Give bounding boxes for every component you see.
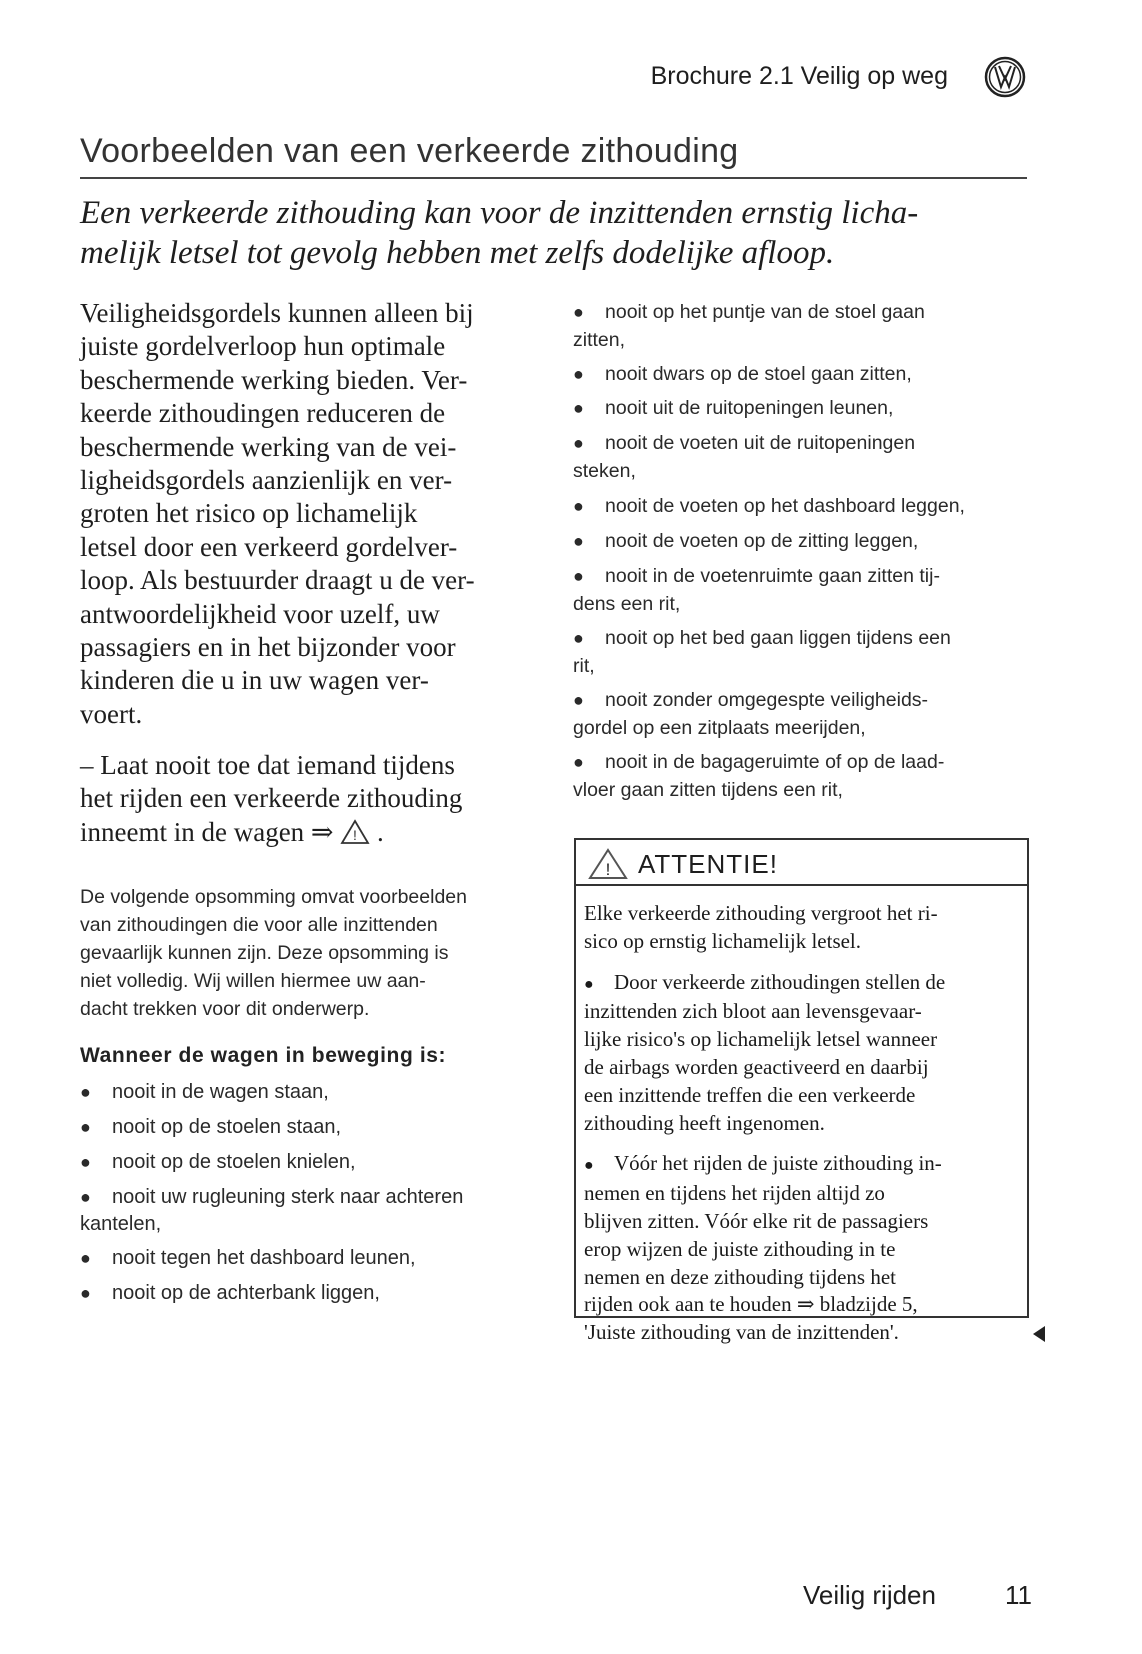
intro-line: keerde zithoudingen reduceren de	[80, 398, 446, 429]
list-item-line	[573, 298, 925, 326]
bullet-icon: ●	[573, 496, 584, 516]
list-item	[573, 748, 944, 804]
intro-paragraph	[80, 297, 475, 731]
instruction-text: inneemt in de wagen ⇒	[80, 816, 334, 847]
list-item	[573, 429, 915, 485]
attention-bullet-text: rijden ook aan te houden ⇒ bladzijde 5,	[584, 1292, 918, 1317]
intro-line: Veiligheidsgordels kunnen alleen bij	[80, 298, 474, 328]
attention-bullet-text: een inzittende treffen die een verkeerde	[584, 1082, 916, 1107]
list-item	[573, 298, 925, 354]
bullet-icon: ●	[80, 1117, 91, 1137]
bullet-icon: ●	[584, 1157, 594, 1175]
attention-bullet-text: blijven zitten. Vóór elke rit de passagiers	[584, 1208, 929, 1233]
list-item	[80, 1149, 356, 1176]
attention-bullet-text: erop wijzen de juiste zithouding in te	[584, 1236, 896, 1261]
list-item	[80, 1245, 416, 1272]
small-line: niet volledig. Wij willen hiermee uw aan-	[80, 970, 426, 992]
list-item-line	[80, 1149, 356, 1176]
instruction-line: – Laat nooit toe dat iemand tijdens	[80, 750, 455, 780]
attention-bullet-text: zithouding heeft ingenomen.	[584, 1110, 825, 1135]
list-item-line	[573, 492, 965, 520]
list-item	[573, 562, 940, 618]
attention-bullet-text: lijke risico's op lichamelijk letsel wanneer	[584, 1027, 938, 1052]
attention-bullet-line	[584, 1054, 945, 1082]
list-heading: Wanneer de wagen in beweging is:	[80, 1044, 447, 1067]
intro-line: beschermende werking bieden. Ver-	[80, 364, 468, 395]
list-item-line	[573, 562, 940, 590]
list-item-line	[573, 527, 918, 555]
list-item-line	[573, 394, 893, 422]
list-item-line	[80, 1114, 341, 1141]
bullet-icon: ●	[573, 364, 584, 384]
intro-line: juiste gordelverloop hun optimale	[80, 331, 446, 362]
attention-intro-line: Elke verkeerde zithouding vergroot het ri-	[584, 901, 938, 925]
attention-bullet-text: de airbags worden geactiveerd en daarbij	[584, 1054, 929, 1079]
attention-bullet-line	[584, 1082, 945, 1110]
bullet-icon: ●	[573, 302, 584, 322]
attention-bullet-line	[584, 1110, 945, 1138]
footer-section-title: Veilig rijden	[803, 1580, 936, 1610]
bullet-icon: ●	[573, 398, 584, 418]
attention-bullet-line	[584, 1208, 945, 1236]
list-item-text: nooit dwars op de stoel gaan zitten,	[605, 363, 912, 385]
small-line: De volgende opsomming omvat voorbeelden	[80, 886, 467, 908]
bullet-icon: ●	[573, 566, 584, 586]
bullet-icon: ●	[573, 628, 584, 648]
bullet-icon: ●	[573, 752, 584, 772]
bullet-icon: ●	[80, 1248, 91, 1268]
attention-bullet-line	[584, 1026, 945, 1054]
list-item-line	[573, 652, 951, 680]
intro-line: antwoordelijkheid voor uzelf, uw	[80, 598, 440, 629]
list-item-line	[573, 326, 925, 354]
list-item	[80, 1280, 380, 1307]
attention-header	[576, 840, 1027, 886]
svg-text:!: !	[353, 826, 358, 843]
list-item-text: nooit de voeten op de zitting leggen,	[605, 530, 919, 552]
list-item-text: dens een rit,	[573, 593, 681, 615]
intro-line: kinderen die u in uw wagen ver-	[80, 665, 429, 696]
svg-text:!: !	[605, 860, 611, 879]
lead-line: melijk letsel tot gevolg hebben met zelfs dodelijke afloop.	[80, 235, 835, 271]
list-item-text: rit,	[573, 655, 595, 677]
running-header: Brochure 2.1 Veilig op weg	[650, 62, 948, 90]
list-item-line	[573, 457, 915, 485]
page-title: Voorbeelden van een verkeerde zithouding	[80, 132, 739, 170]
list-item	[573, 360, 912, 388]
list-item-text: nooit op de stoelen knielen,	[112, 1151, 356, 1173]
bullet-icon: ●	[80, 1082, 91, 1102]
instruction-line: het rijden een verkeerde zithouding	[80, 783, 463, 814]
attention-body	[584, 900, 945, 1347]
attention-box	[574, 838, 1029, 1345]
list-item-line	[80, 1245, 416, 1272]
list-item	[573, 492, 965, 520]
small-line: gevaarlijk kunnen zijn. Deze opsomming is	[80, 942, 449, 964]
attention-intro-line: sico op ernstig lichamelijk letsel.	[584, 928, 862, 953]
list-item-text: nooit tegen het dashboard leunen,	[112, 1247, 416, 1269]
bullet-icon: ●	[573, 531, 584, 551]
attention-bullet-line	[584, 1319, 945, 1347]
intro-line: beschermende werking van de vei-	[80, 431, 457, 462]
lead-paragraph	[80, 193, 918, 273]
attention-bullet-line	[584, 1236, 945, 1264]
vw-logo-icon	[984, 56, 1026, 98]
list-item	[80, 1184, 463, 1238]
attention-bullet-line	[584, 1150, 945, 1180]
list-item	[573, 527, 918, 555]
attention-bullet-text: Door verkeerde zithoudingen stellen de	[614, 969, 946, 994]
attention-bullet-text: nemen en tijdens het rijden altijd zo	[584, 1181, 885, 1206]
instruction-line	[80, 816, 462, 849]
list-item-text: zitten,	[573, 329, 626, 351]
title-divider	[80, 177, 1027, 179]
list-item-text: nooit uit de ruitopeningen leunen,	[605, 397, 894, 419]
warning-icon	[588, 848, 628, 880]
list-item	[573, 686, 928, 742]
list-item-line	[573, 776, 944, 804]
list-item-line	[573, 360, 912, 388]
intro-line: letsel door een verkeerd gordelver-	[80, 531, 458, 562]
small-line: van zithoudingen die voor alle inzittenden	[80, 914, 438, 936]
list-item-text: gordel op een zitplaats meerijden,	[573, 717, 866, 739]
list-item	[573, 624, 951, 680]
list-item-text: nooit de voeten uit de ruitopeningen	[605, 432, 916, 454]
list-item-text: nooit in de wagen staan,	[112, 1081, 329, 1103]
list-item-line	[573, 590, 940, 618]
list-item-line	[80, 1184, 463, 1211]
attention-bullet-text: 'Juiste zithouding van de inzittenden'.	[584, 1320, 899, 1345]
list-item-text: nooit uw rugleuning sterk naar achteren	[112, 1186, 464, 1208]
list-item-text: nooit op het puntje van de stoel gaan	[605, 301, 925, 323]
instruction-paragraph	[80, 749, 462, 849]
intro-line: voert.	[80, 698, 143, 729]
list-item-line	[573, 624, 951, 652]
attention-title: ATTENTIE!	[638, 849, 778, 879]
attention-bullet-line	[584, 969, 945, 999]
list-item-text: nooit op het bed gaan liggen tijdens een	[605, 627, 951, 649]
small-line: dacht trekken voor dit onderwerp.	[80, 998, 370, 1020]
warning-icon	[340, 819, 370, 845]
list-item-line	[573, 686, 928, 714]
bullet-icon: ●	[573, 690, 584, 710]
page-number: 11	[1005, 1580, 1032, 1610]
list-item-text: kantelen,	[80, 1213, 162, 1235]
list-item-line	[573, 748, 944, 776]
bullet-icon: ●	[80, 1187, 91, 1207]
list-item-text: nooit de voeten op het dashboard leggen,	[605, 495, 965, 517]
intro-line: passagiers en in het bijzonder voor	[80, 632, 456, 663]
bullet-icon: ●	[80, 1283, 91, 1303]
attention-bullet-text: nemen en deze zithouding tijdens het	[584, 1264, 896, 1289]
attention-bullet-text: Vóór het rijden de juiste zithouding in-	[614, 1151, 942, 1176]
attention-bullet-line	[584, 1291, 945, 1319]
attention-bullet-text: inzittenden zich bloot aan levensgevaar-	[584, 999, 922, 1024]
list-item-text: nooit in de voetenruimte gaan zitten tij-	[605, 565, 940, 587]
list-item-line	[573, 429, 915, 457]
section-end-marker-icon	[1033, 1326, 1045, 1342]
list-item-text: nooit zonder omgegespte veiligheids-	[605, 689, 929, 711]
list-item-text: nooit op de achterbank liggen,	[112, 1282, 380, 1304]
bullet-icon: ●	[584, 975, 594, 993]
intro-line: loop. Als bestuurder draagt u de ver-	[80, 565, 475, 596]
intro-line: groten het risico op lichamelijk	[80, 498, 418, 529]
list-item-line	[80, 1280, 380, 1307]
list-item-text: nooit op de stoelen staan,	[112, 1116, 342, 1138]
lead-line: Een verkeerde zithouding kan voor de inzittenden ernstig licha-	[80, 195, 919, 231]
attention-bullet-line	[584, 998, 945, 1026]
list-item-text: steken,	[573, 460, 636, 482]
bullet-icon: ●	[80, 1152, 91, 1172]
list-item	[573, 394, 893, 422]
list-item-text: nooit in de bagageruimte of op de laad-	[605, 751, 945, 773]
list-item	[80, 1114, 341, 1141]
attention-bullet-line	[584, 1180, 945, 1208]
attention-bullet-line	[584, 1264, 945, 1292]
list-item-line	[80, 1211, 463, 1238]
list-item-line	[573, 714, 928, 742]
list-item-line	[80, 1079, 329, 1106]
list-intro-paragraph	[80, 883, 467, 1023]
bullet-icon: ●	[573, 433, 584, 453]
list-item-text: vloer gaan zitten tijdens een rit,	[573, 779, 843, 801]
intro-line: ligheidsgordels aanzienlijk en ver-	[80, 465, 453, 496]
instruction-end: .	[377, 816, 384, 847]
list-item	[80, 1079, 329, 1106]
